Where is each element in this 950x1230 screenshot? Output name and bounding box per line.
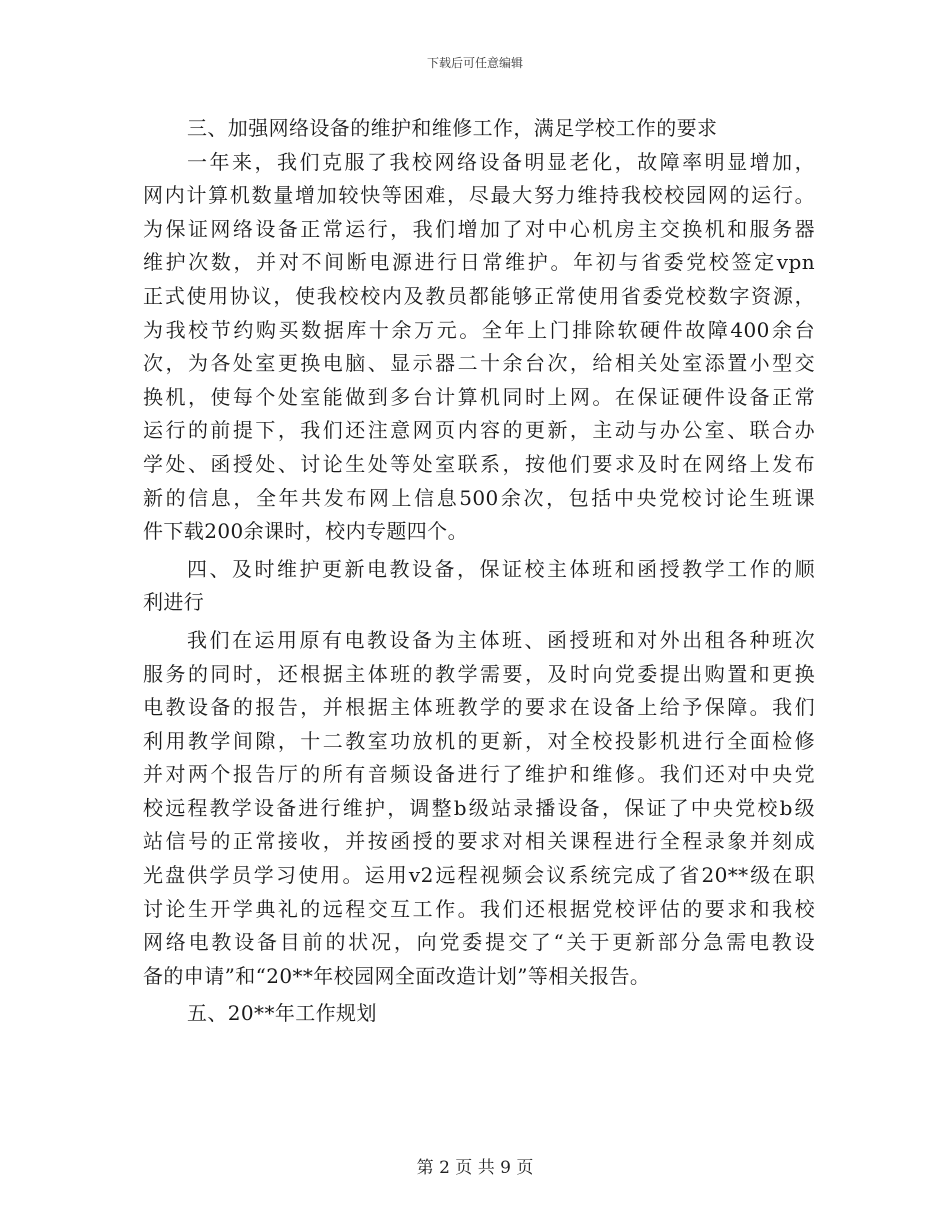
paragraph-line: 正式使用协议，使我校校内及教员都能够正常使用省委党校数字资源，: [143, 283, 815, 308]
paragraph-line: 并对两个报告厅的所有音频设备进行了维护和维修。我们还对中央党: [143, 762, 815, 787]
paragraph-line: 校远程教学设备进行维护，调整b级站录播设备，保证了中央党校b级: [143, 795, 815, 820]
paragraph-line: 维护次数，并对不间断电源进行日常维护。年初与省委党校签定vpn: [143, 250, 815, 275]
paragraph-line: 次，为各处室更换电脑、显示器二十余台次，给相关处室添置小型交: [143, 351, 815, 376]
paragraph-line: 换机，使每个处室能做到多台计算机同时上网。在保证硬件设备正常: [143, 384, 815, 409]
heading-section-4: 四、及时维护更新电教设备，保证校主体班和函授教学工作的顺: [187, 556, 815, 581]
heading-section-5: 五、20**年工作规划: [187, 1001, 377, 1026]
heading-section-3: 三、加强网络设备的维护和维修工作，满足学校工作的要求: [187, 116, 718, 140]
paragraph-line: 备的申请”和“20**年校园网全面改造计划”等相关报告。: [143, 963, 651, 988]
paragraph-line: 一年来，我们克服了我校网络设备明显老化，故障率明显增加，: [187, 149, 815, 174]
paragraph-line: 运行的前提下，我们还注意网页内容的更新，主动与办公室、联合办: [143, 418, 815, 443]
paragraph-line: 利用教学间隙，十二教室功放机的更新，对全校投影机进行全面检修: [143, 728, 815, 753]
paragraph-line: 我们在运用原有电教设备为主体班、函授班和对外出租各种班次: [187, 627, 815, 652]
paragraph-line: 网内计算机数量增加较快等困难，尽最大努力维持我校校园网的运行。: [143, 183, 815, 208]
paragraph-line: 学处、函授处、讨论生处等处室联系，按他们要求及时在网络上发布: [143, 451, 815, 476]
page-number: 第 2 页 共 9 页: [416, 1158, 534, 1178]
paragraph-line: 件下载200余课时，校内专题四个。: [143, 519, 468, 544]
paragraph-line: 光盘供学员学习使用。运用v2远程视频会议系统完成了省20**级在职: [143, 863, 815, 888]
paragraph-line: 网络电教设备目前的状况，向党委提交了“关于更新部分急需电教设: [143, 930, 815, 955]
page-header-note: 下载后可任意编辑: [426, 56, 523, 70]
paragraph-line: 为保证网络设备正常运行，我们增加了对中心机房主交换机和服务器: [143, 216, 815, 241]
paragraph-line: 电教设备的报告，并根据主体班教学的要求在设备上给予保障。我们: [143, 695, 815, 720]
paragraph-line: 服务的同时，还根据主体班的教学需要，及时向党委提出购置和更换: [143, 661, 815, 686]
paragraph-line: 站信号的正常接收，并按函授的要求对相关课程进行全程录象并刻成: [143, 829, 815, 854]
paragraph-line: 为我校节约购买数据库十余万元。全年上门排除软硬件故障400余台: [143, 317, 815, 342]
document-body: [143, 112, 815, 1031]
paragraph-line: 新的信息，全年共发布网上信息500余次，包括中央党校讨论生班课: [143, 485, 815, 510]
paragraph-line: 讨论生开学典礼的远程交互工作。我们还根据党校评估的要求和我校: [143, 896, 815, 921]
heading-section-4-cont: 利进行: [143, 590, 205, 615]
